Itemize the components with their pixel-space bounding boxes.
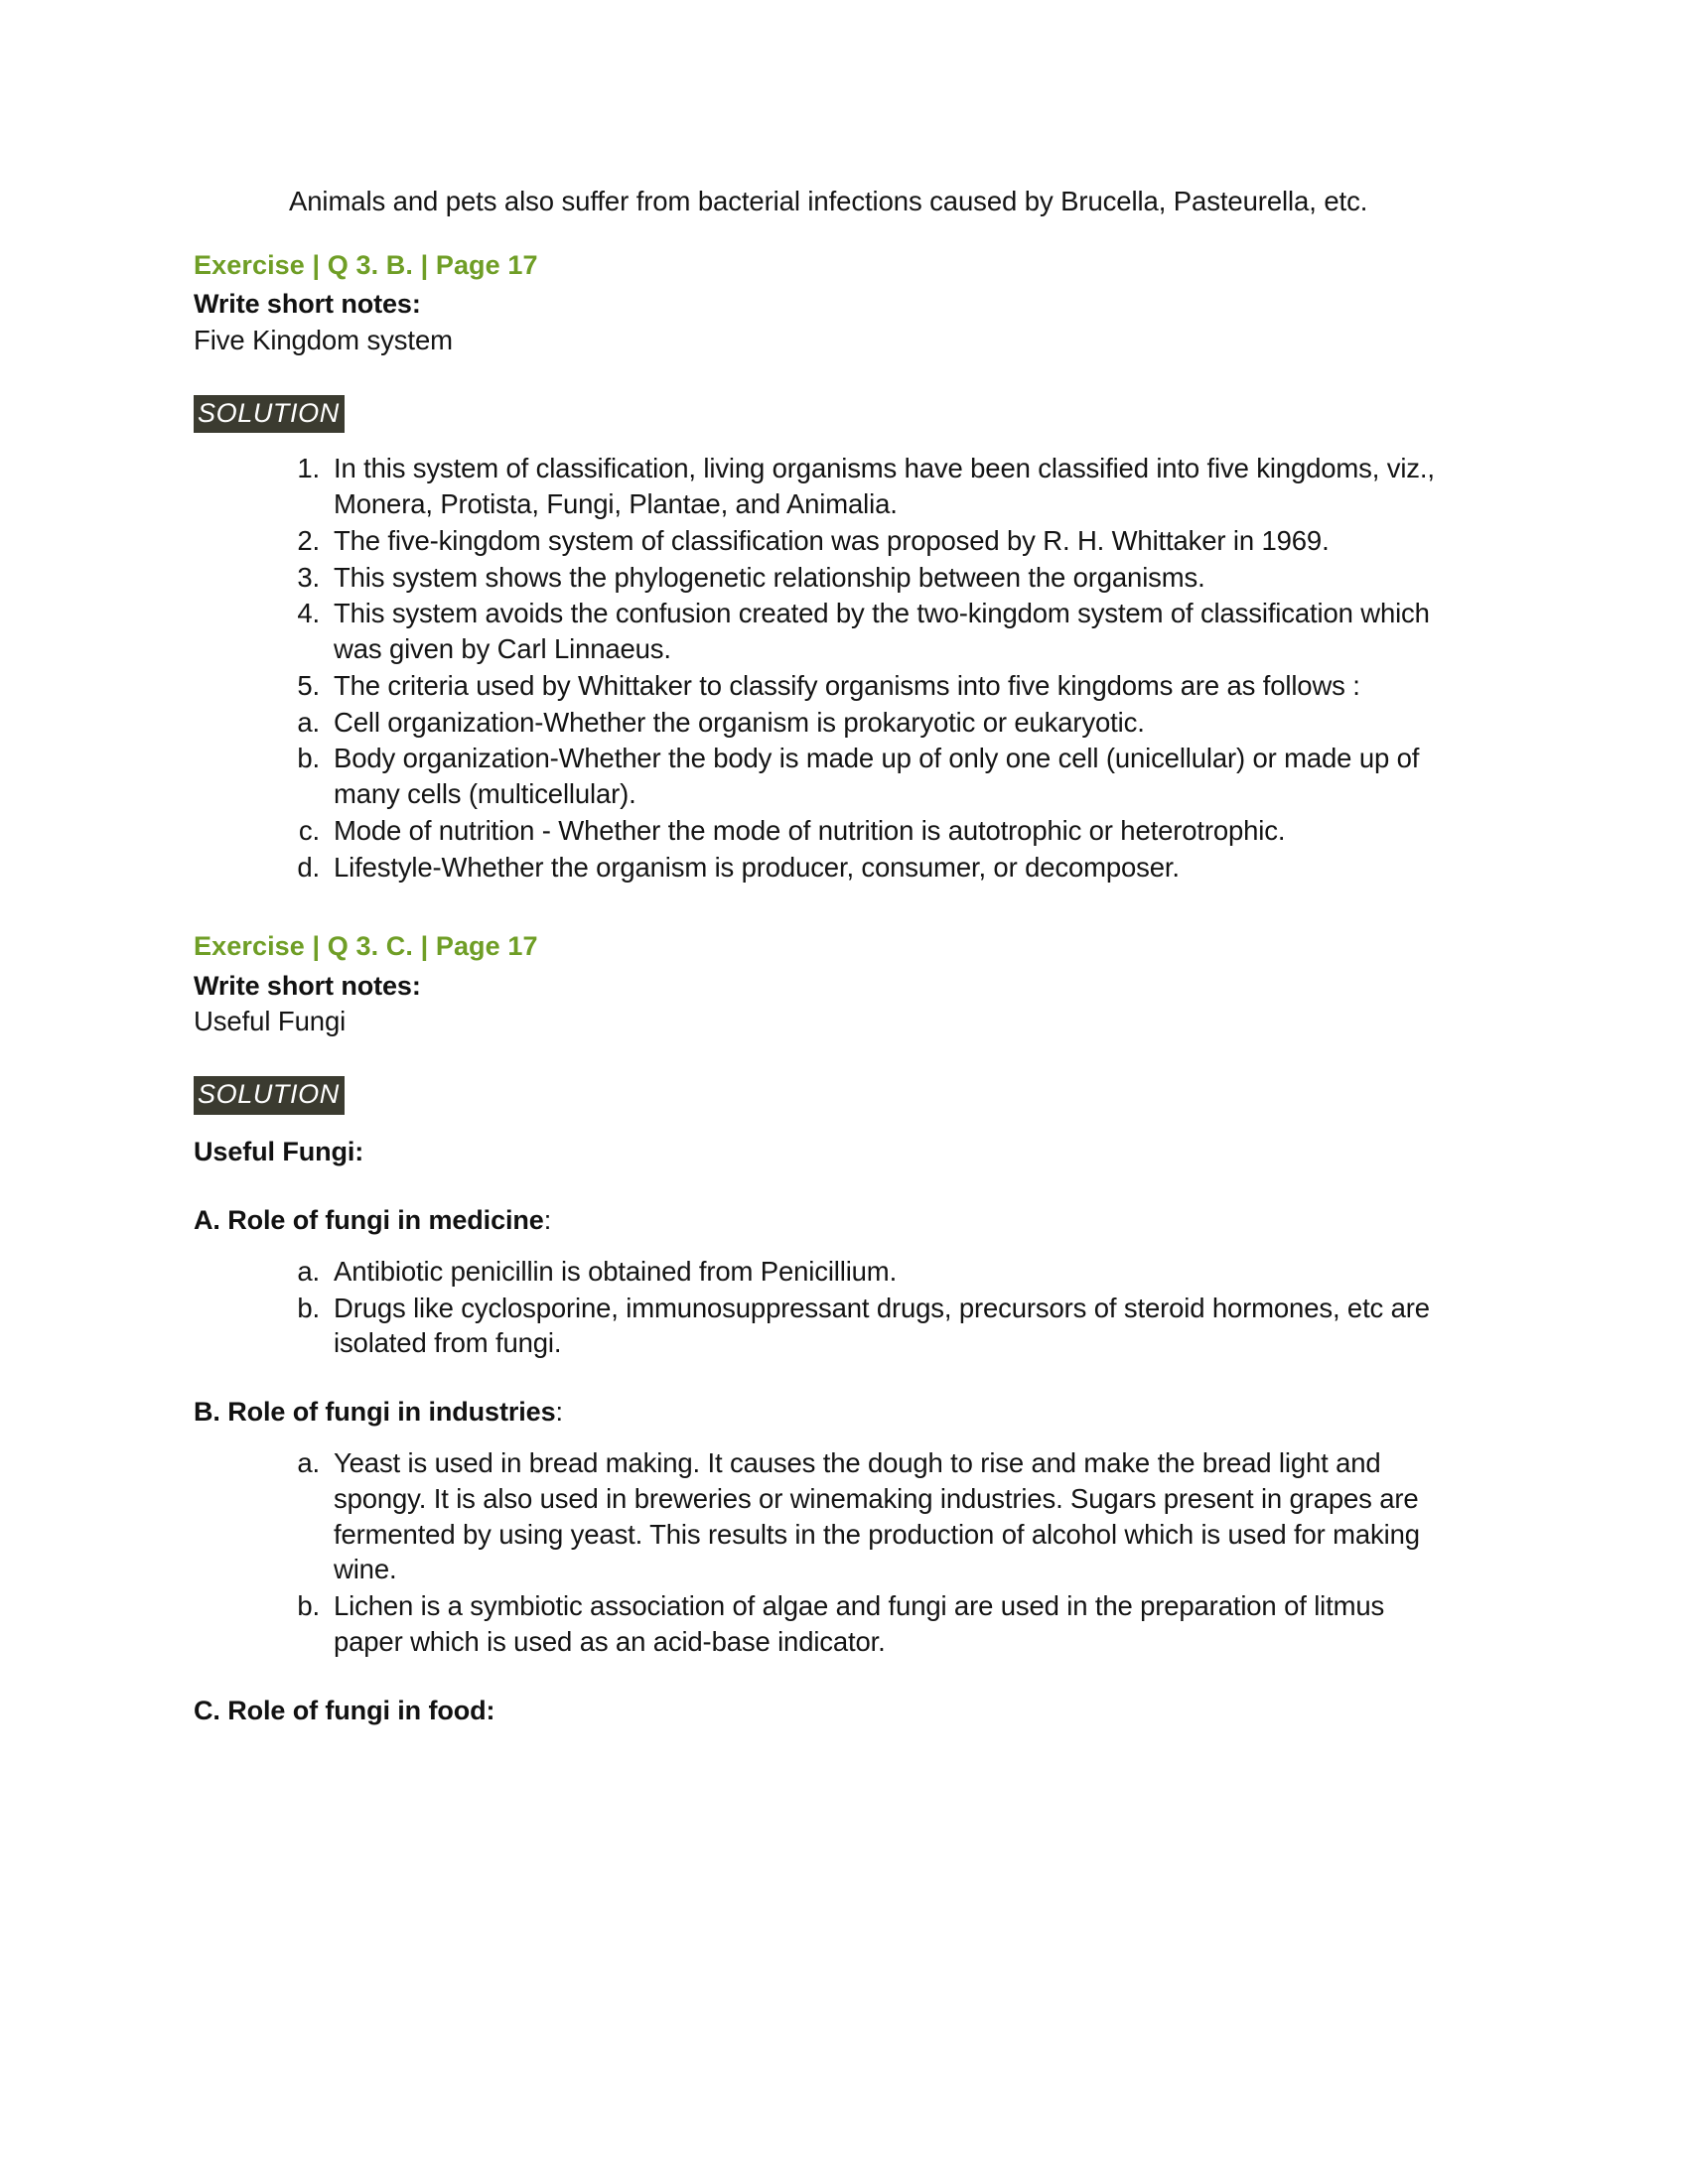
prompt-plain-q3b: Five Kingdom system bbox=[194, 324, 453, 355]
group-heading-b-colon: : bbox=[555, 1397, 563, 1428]
list-item-text: Body organization-Whether the body is made up of only one cell (unicellular) or made up of many cells (multicellular). bbox=[334, 743, 1420, 810]
group-a-list bbox=[194, 1254, 1450, 1361]
list-marker: b. bbox=[297, 743, 320, 774]
list-item-text: The criteria used by Whittaker to classify organisms into five kingdoms are as follows : bbox=[334, 669, 1360, 701]
list-item-text: Antibiotic penicillin is obtained from Penicillium. bbox=[334, 1255, 898, 1287]
answer-title-q3c: Useful Fungi: bbox=[194, 1136, 364, 1166]
group-b-list bbox=[194, 1445, 1450, 1660]
list-item-text: Lichen is a symbiotic association of algae and fungi are used in the preparation of litmus paper which is used as an acid-base indicator. bbox=[334, 1590, 1385, 1657]
list-item-text: This system avoids the confusion created by the two-kingdom system of classification which was given by Carl Linnaeus. bbox=[334, 598, 1430, 665]
list-item-text: In this system of classification, living organisms have been classified into five kingdoms, viz., Monera, Protista, Fungi, Plantae, and Animalia. bbox=[334, 453, 1435, 520]
list-marker: 4. bbox=[297, 598, 320, 629]
prompt-bold-q3b: Write short notes: bbox=[194, 289, 421, 320]
list-item bbox=[278, 560, 1450, 596]
list-item bbox=[278, 813, 1450, 849]
list-item-text: Drugs like cyclosporine, immunosuppressant drugs, precursors of steroid hormones, etc are isolated from fungi. bbox=[334, 1292, 1430, 1359]
solution-badge-wrap-q3b bbox=[194, 395, 1450, 433]
list-item bbox=[278, 668, 1450, 704]
solution-badge-q3b: SOLUTION bbox=[194, 395, 345, 433]
list-marker: 3. bbox=[297, 561, 320, 593]
group-heading-b bbox=[194, 1395, 1450, 1430]
solution-badge-wrap-q3c bbox=[194, 1076, 1450, 1114]
list-marker: c. bbox=[298, 814, 320, 846]
list-item-text: The five-kingdom system of classification was proposed by R. H. Whittaker in 1969. bbox=[334, 524, 1330, 556]
list-item bbox=[278, 1291, 1450, 1362]
list-marker: b. bbox=[297, 1590, 320, 1622]
list-item bbox=[278, 596, 1450, 667]
numbered-list-q3b bbox=[194, 451, 1450, 703]
list-item bbox=[278, 451, 1450, 522]
list-marker: d. bbox=[297, 851, 320, 883]
prompt-bold-q3c: Write short notes: bbox=[194, 970, 421, 1001]
group-heading-c bbox=[194, 1694, 1450, 1728]
exercise-heading-q3c: Exercise | Q 3. C. | Page 17 bbox=[194, 931, 538, 962]
list-item bbox=[278, 523, 1450, 559]
list-item bbox=[278, 705, 1450, 741]
section-q3b bbox=[194, 248, 1450, 885]
list-item bbox=[278, 1254, 1450, 1290]
group-heading-b-text: B. Role of fungi in industries bbox=[194, 1397, 556, 1428]
group-heading-a bbox=[194, 1203, 1450, 1238]
list-marker: a. bbox=[297, 1255, 320, 1287]
group-heading-c-text: C. Role of fungi in food: bbox=[194, 1695, 495, 1725]
list-marker: 5. bbox=[297, 669, 320, 701]
list-item bbox=[278, 1588, 1450, 1660]
list-marker: a. bbox=[297, 1447, 320, 1479]
group-heading-a-text: A. Role of fungi in medicine bbox=[194, 1204, 544, 1235]
section-divider-space bbox=[194, 886, 1450, 929]
list-marker: 2. bbox=[297, 524, 320, 556]
lettered-list-q3b bbox=[194, 705, 1450, 886]
section-q3c bbox=[194, 929, 1450, 1727]
list-marker: b. bbox=[297, 1292, 320, 1323]
solution-badge-q3c: SOLUTION bbox=[194, 1076, 345, 1114]
group-heading-a-colon: : bbox=[543, 1204, 552, 1235]
list-item-text: Yeast is used in bread making. It causes the dough to rise and make the bread light and spongy. It is also used in breweries or winemaking industries. Sugars present in grapes are fermented by using yeast. This results in the production of alcohol which is used for making wine. bbox=[334, 1447, 1420, 1585]
list-item-text: Lifestyle-Whether the organism is producer, consumer, or decomposer. bbox=[334, 851, 1180, 883]
list-item-text: Cell organization-Whether the organism is prokaryotic or eukaryotic. bbox=[334, 706, 1145, 738]
list-item-text: Mode of nutrition - Whether the mode of nutrition is autotrophic or heterotrophic. bbox=[334, 814, 1286, 846]
list-item bbox=[278, 1445, 1450, 1587]
list-item bbox=[278, 741, 1450, 812]
document-content bbox=[194, 184, 1450, 1728]
list-item-text: This system shows the phylogenetic relationship between the organisms. bbox=[334, 561, 1205, 593]
prompt-plain-q3c: Useful Fungi bbox=[194, 1006, 347, 1037]
list-item bbox=[278, 850, 1450, 886]
exercise-heading-q3b: Exercise | Q 3. B. | Page 17 bbox=[194, 250, 538, 281]
list-marker: a. bbox=[297, 706, 320, 738]
list-marker: 1. bbox=[297, 453, 320, 484]
intro-paragraph: Animals and pets also suffer from bacterial infections caused by Brucella, Pasteurella, etc. bbox=[289, 186, 1368, 216]
